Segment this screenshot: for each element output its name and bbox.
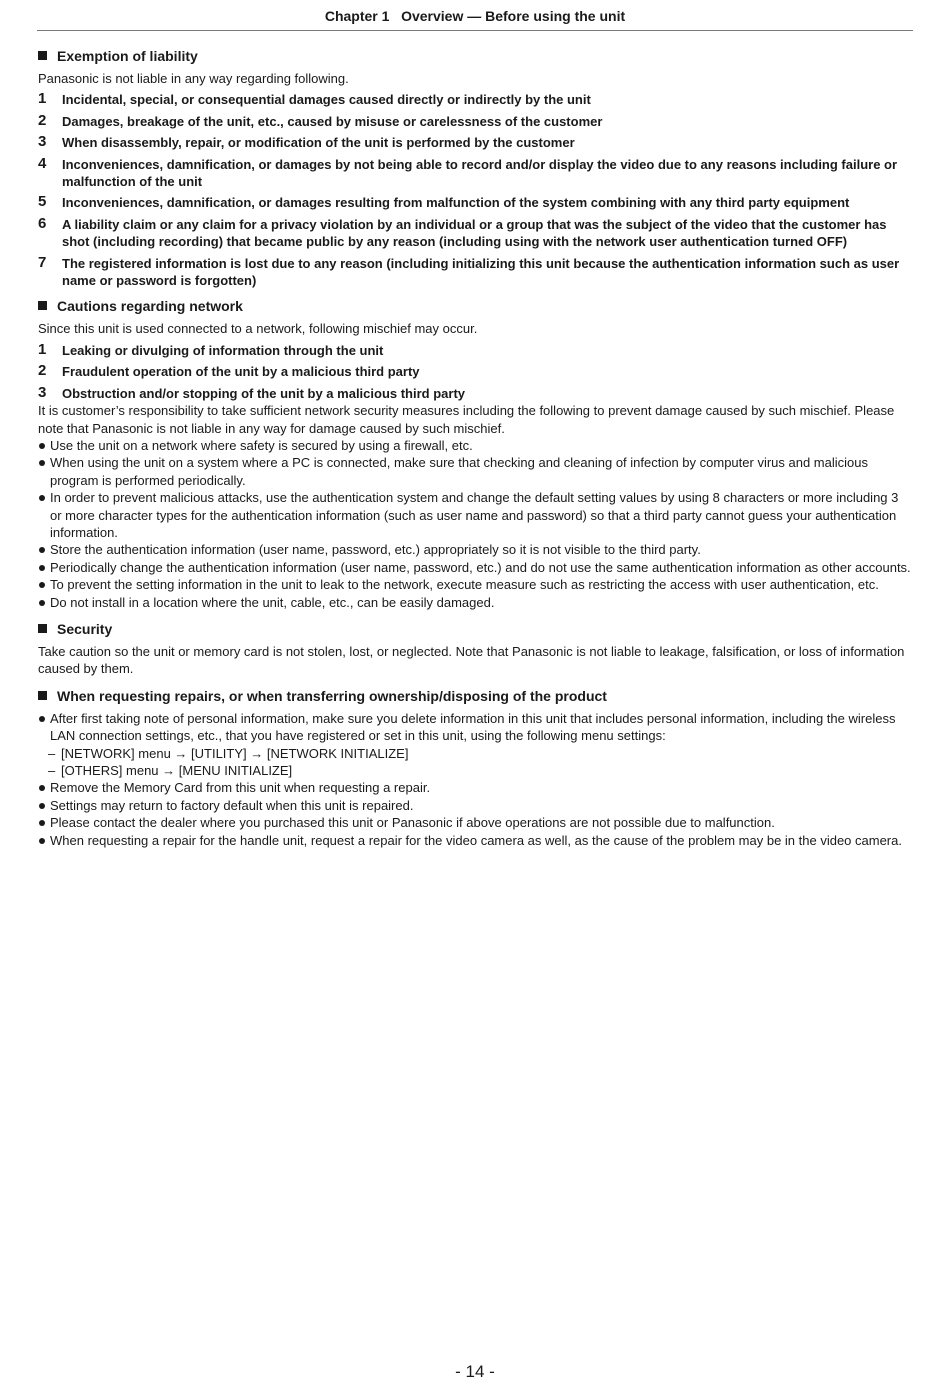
repairs-bullet-list: [38, 710, 913, 849]
chapter-title: Chapter 1 Overview — Before using the unit: [324, 8, 626, 24]
section-heading-repairs: When requesting repairs, or when transferring ownership/disposing of the product: [38, 687, 913, 705]
bullet-dot-icon: [39, 785, 45, 791]
item-number: 1: [38, 340, 47, 358]
list-item: Do not install in a location where the unit, cable, etc., can be easily damaged.: [38, 594, 913, 611]
bullet-dot-icon: [39, 547, 45, 553]
list-item: When using the unit on a system where a PC is connected, make sure that checking and cleaning of infection by computer virus and malicious program is performed periodically.: [38, 454, 913, 489]
item-number: 4: [38, 154, 47, 172]
list-item: 3 When disassembly, repair, or modification of the unit is performed by the customer: [38, 133, 575, 151]
dash-icon: –: [48, 763, 56, 778]
list-item: 2 Damages, breakage of the unit, etc., caused by misuse or carelessness of the customer: [38, 111, 603, 129]
network-bullet-list: [38, 437, 913, 611]
bullet-dot-icon: [39, 803, 45, 809]
list-item: – [NETWORK] menu → [UTILITY] → [NETWORK INITIALIZE]: [48, 745, 409, 761]
list-item: 7 The registered information is lost due to any reason (including initializing this unit because the authentication information such as user name or password is forgotten): [38, 253, 900, 289]
dash-icon: –: [48, 745, 56, 761]
page-footer: [0, 1362, 950, 1382]
square-bullet-icon: [38, 51, 47, 60]
list-item: 1 Incidental, special, or consequential damages caused directly or indirectly by the unit: [38, 90, 591, 108]
network-note: It is customer’s responsibility to take sufficient network security measures including the following to prevent damage caused by such mischief. Please note that Panasonic is not liable in any way for damage caused by such mischief.: [38, 403, 895, 436]
item-number: 7: [38, 253, 47, 271]
bullet-dot-icon: [39, 716, 45, 722]
exemption-list: [38, 91, 913, 289]
list-item: Store the authentication information (user name, password, etc.) appropriately so it is not visible to the third party.: [38, 541, 913, 558]
item-number: 3: [38, 383, 47, 401]
section-heading-security: Security: [38, 620, 913, 638]
section-heading-network: Cautions regarding network: [38, 297, 913, 315]
item-number: 2: [38, 111, 47, 129]
list-item: Settings may return to factory default when this unit is repaired.: [38, 797, 913, 814]
exemption-intro: Panasonic is not liable in any way regarding following.: [38, 71, 349, 86]
list-item: Use the unit on a network where safety is secured by using a firewall, etc.: [38, 437, 913, 454]
list-item: 6 A liability claim or any claim for a privacy violation by an individual or a group that was the subject of the video that the customer has shot (including recording) that became public by any reason (including using with the network user authentication turned OFF): [38, 214, 887, 250]
network-intro: Since this unit is used connected to a network, following mischief may occur.: [38, 321, 478, 337]
square-bullet-icon: [38, 301, 47, 310]
list-item: To prevent the setting information in the unit to leak to the network, execute measure such as restricting the access with user authentication, etc.: [38, 576, 913, 593]
list-item: 5 Inconveniences, damnification, or damages resulting from malfunction of the system combining with any third party equipment: [38, 193, 850, 211]
list-item: Please contact the dealer where you purchased this unit or Panasonic if above operations are not possible due to malfunction.: [38, 814, 913, 831]
list-item: 4 Inconveniences, damnification, or damages by not being able to record and/or display the video due to any reasons including failure or malfunction of the unit: [38, 154, 898, 190]
item-number: 6: [38, 214, 47, 232]
bullet-dot-icon: [39, 443, 45, 449]
item-number: 1: [38, 90, 47, 108]
square-bullet-icon: [38, 691, 47, 700]
security-text: Take caution so the unit or memory card is not stolen, lost, or neglected. Note that Panasonic is not liable to leakage, falsification, or loss of information caused by them.: [38, 643, 905, 677]
page-content: [38, 47, 913, 849]
bullet-dot-icon: [39, 600, 45, 606]
bullet-dot-icon: [39, 820, 45, 826]
list-item: 3 Obstruction and/or stopping of the unit by a malicious third party: [38, 383, 466, 401]
bullet-dot-icon: [39, 838, 45, 844]
item-number: 3: [38, 133, 47, 151]
list-item: 2 Fraudulent operation of the unit by a malicious third party: [38, 362, 420, 380]
square-bullet-icon: [38, 624, 47, 633]
section-heading-exemption: Exemption of liability: [38, 47, 913, 65]
bullet-dot-icon: [39, 460, 45, 466]
item-number: 2: [38, 362, 47, 380]
list-item: After first taking note of personal information, make sure you delete information in this unit that includes personal information, including the wireless LAN connection settings, etc., that you have registered or set in this unit, using the following menu settings:: [38, 710, 913, 745]
list-item: Remove the Memory Card from this unit when requesting a repair.: [38, 779, 913, 796]
page-header: [37, 0, 913, 31]
list-item: – [OTHERS] menu → [MENU INITIALIZE]: [48, 763, 293, 778]
bullet-dot-icon: [39, 495, 45, 501]
bullet-dot-icon: [39, 582, 45, 588]
list-item: 1 Leaking or divulging of information through the unit: [38, 340, 384, 358]
list-item: When requesting a repair for the handle unit, request a repair for the video camera as well, as the cause of the problem may be in the video camera.: [38, 832, 913, 849]
list-item: In order to prevent malicious attacks, use the authentication system and change the default setting values by using 8 characters or more including 3 or more character types for the authentication information (such as user name and password) so that a third party cannot guess your authentication information.: [38, 489, 913, 541]
item-number: 5: [38, 193, 47, 211]
list-item: Periodically change the authentication information (user name, password, etc.) and do not use the same authentication information as other accounts.: [38, 559, 913, 576]
network-risk-list: [38, 342, 913, 402]
page-number: - 14 -: [455, 1362, 495, 1381]
bullet-dot-icon: [39, 565, 45, 571]
